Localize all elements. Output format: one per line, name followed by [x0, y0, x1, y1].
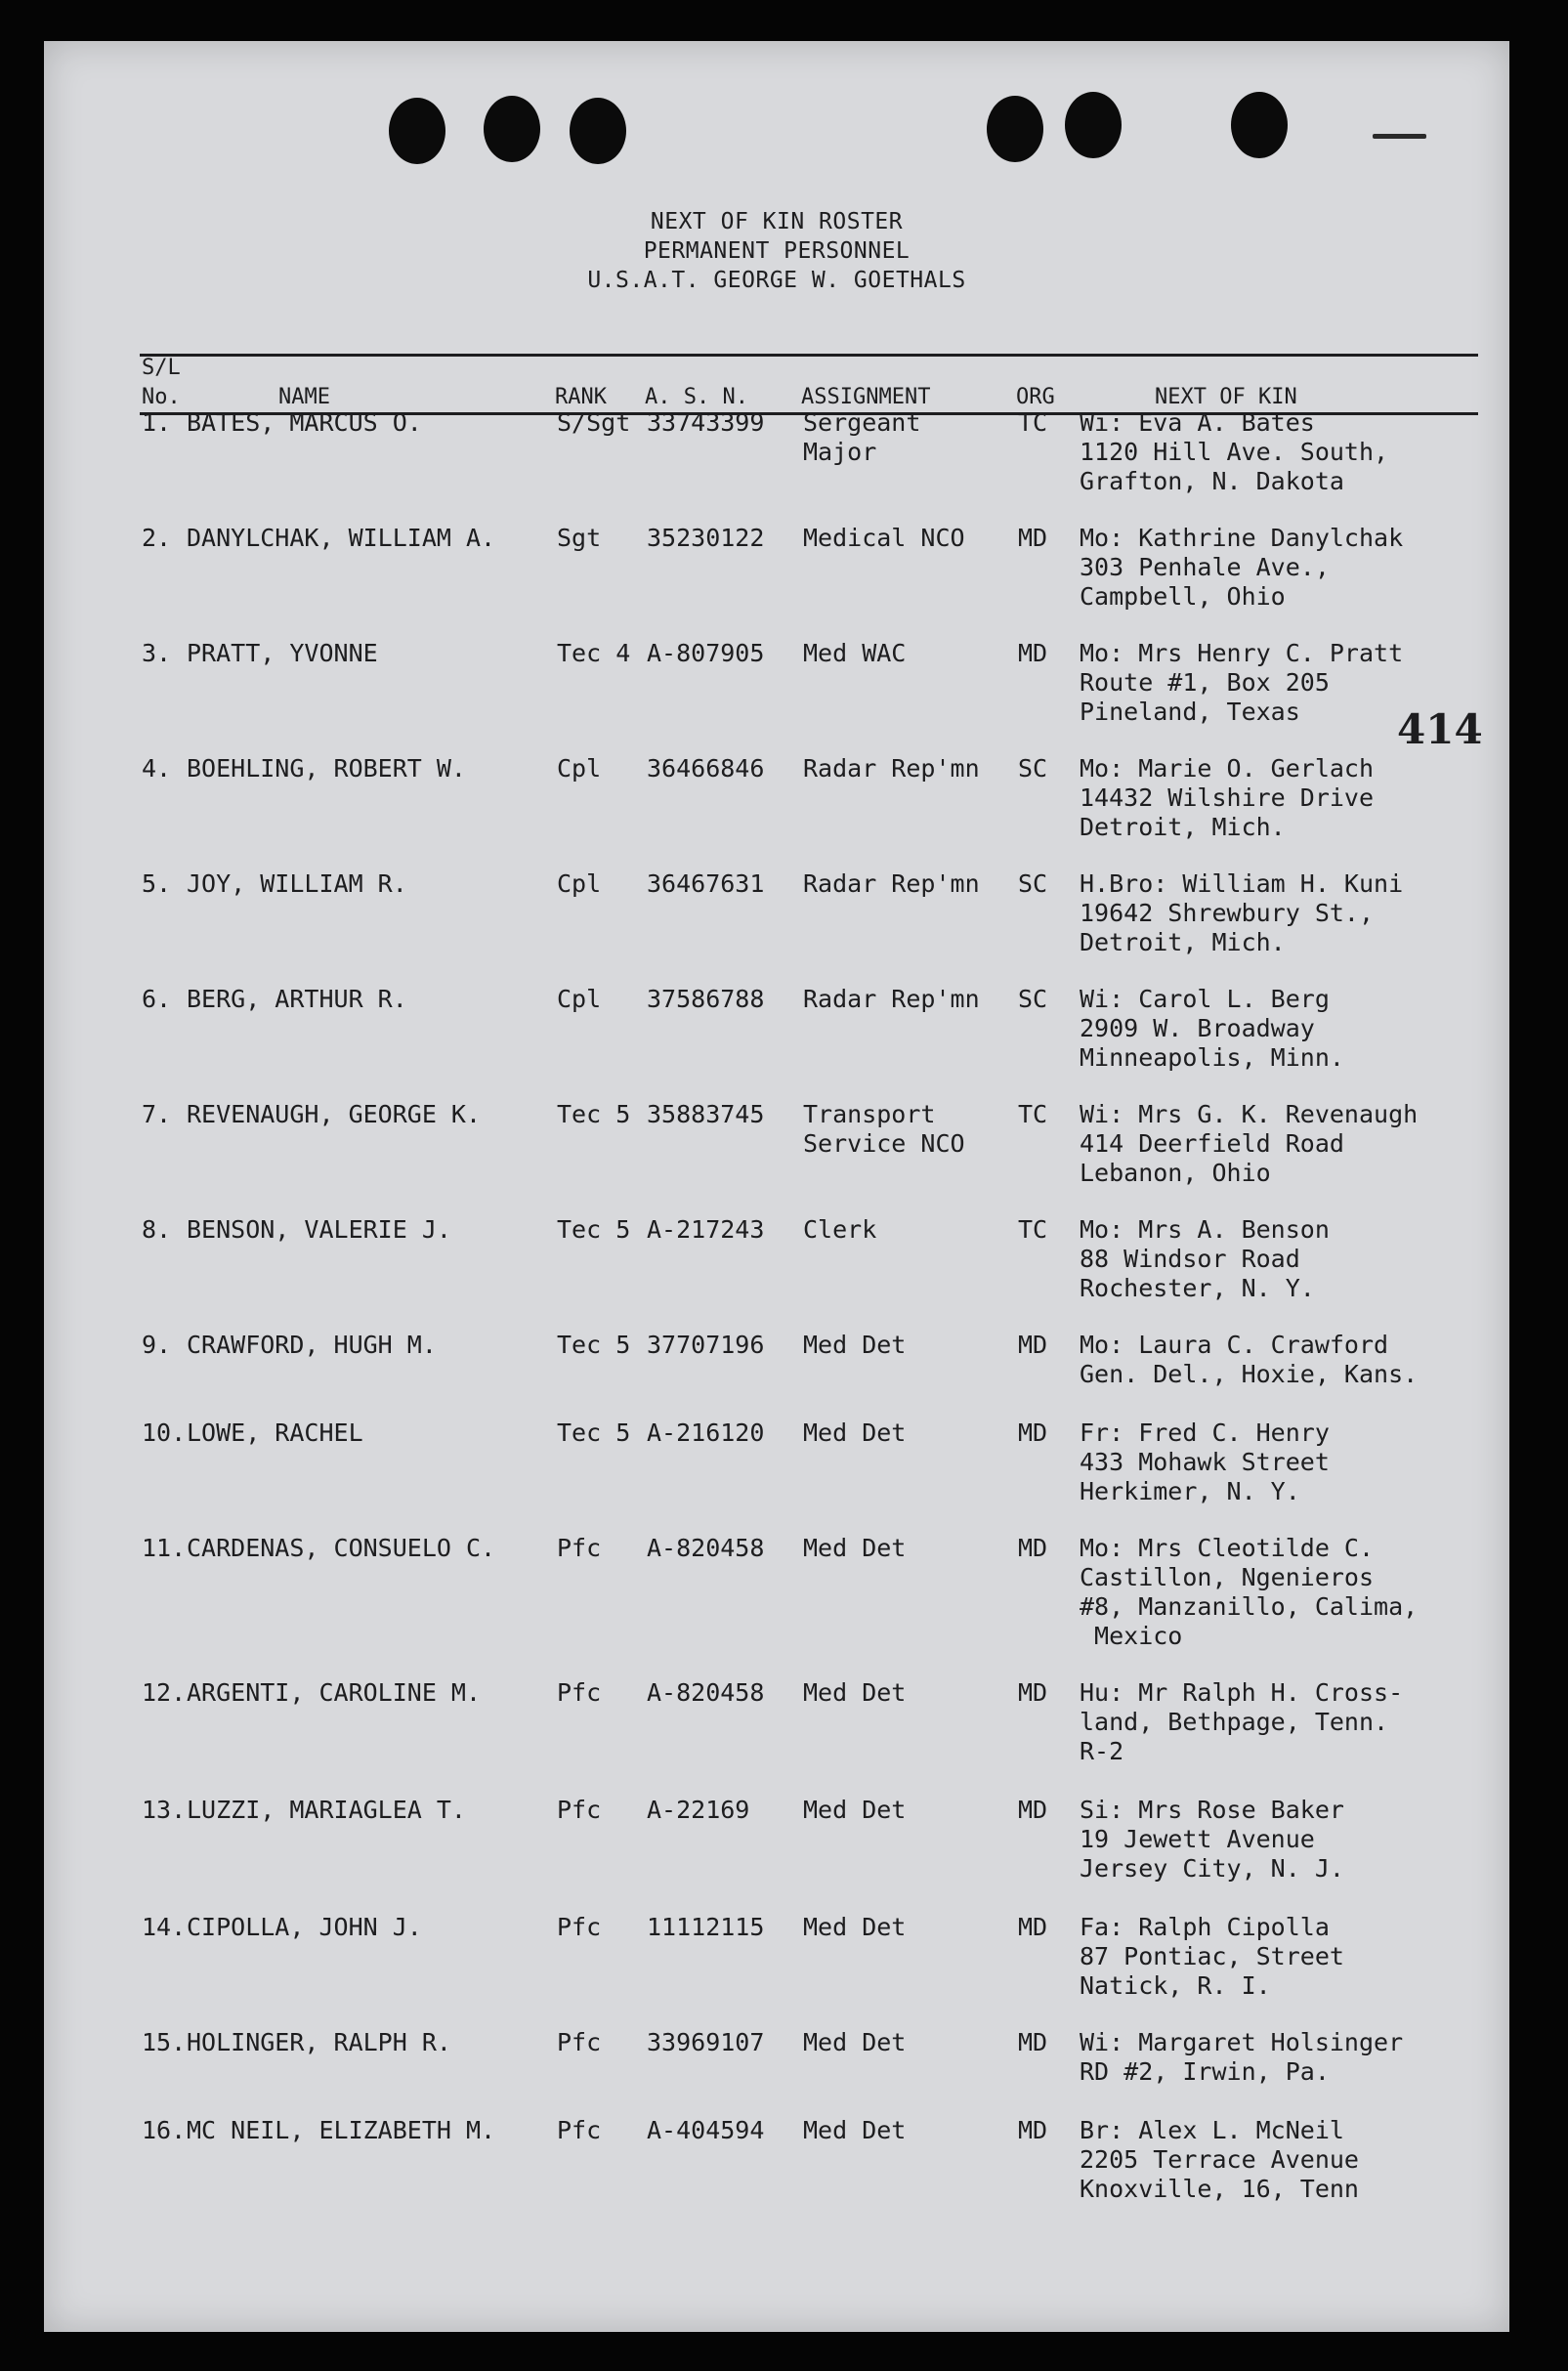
next-of-kin-line: RD #2, Irwin, Pa. — [1080, 2057, 1330, 2086]
title-line-2: PERMANENT PERSONNEL — [643, 238, 911, 264]
next-of-kin-line: Mo: Mrs A. Benson — [1080, 1215, 1330, 1244]
row-asn: 33743399 — [647, 408, 765, 437]
row-asn: 35883745 — [647, 1100, 765, 1128]
row-number: 9. — [142, 1331, 172, 1359]
row-org: SC — [1018, 754, 1048, 783]
row-rank: Pfc — [557, 2116, 602, 2144]
row-number: 7. — [142, 1100, 172, 1128]
row-rank: Tec 5 — [557, 1331, 631, 1359]
row-rank: Cpl — [557, 754, 602, 783]
row-org: TC — [1018, 1100, 1048, 1128]
row-next-of-kin — [1080, 869, 1403, 957]
row-next-of-kin — [1080, 2116, 1359, 2204]
title-line-3: U.S.A.T. GEORGE W. GOETHALS — [587, 268, 966, 293]
row-rank: Tec 5 — [557, 1100, 631, 1128]
next-of-kin-line: Fr: Fred C. Henry — [1080, 1418, 1330, 1447]
row-assignment: Med Det — [803, 1418, 907, 1447]
page-number: 414 — [1397, 705, 1483, 753]
row-assignment: Radar Rep'mn — [803, 985, 980, 1013]
row-asn: 36466846 — [647, 754, 765, 783]
row-asn: A-820458 — [647, 1678, 765, 1707]
next-of-kin-line: Wi: Eva A. Bates — [1080, 408, 1315, 437]
row-name: DANYLCHAK, WILLIAM A. — [187, 524, 496, 552]
row-name: BOEHLING, ROBERT W. — [187, 754, 466, 783]
row-rank: Tec 5 — [557, 1418, 631, 1447]
row-name: BENSON, VALERIE J. — [187, 1215, 451, 1244]
row-next-of-kin — [1080, 1100, 1418, 1188]
row-asn: A-404594 — [647, 2116, 765, 2144]
row-org: TC — [1018, 408, 1048, 437]
next-of-kin-line: Mo: Mrs Henry C. Pratt — [1080, 639, 1404, 667]
row-name: ARGENTI, CAROLINE M. — [187, 1678, 482, 1707]
row-next-of-kin — [1080, 2028, 1403, 2087]
row-org: MD — [1018, 1534, 1048, 1562]
row-name: PRATT, YVONNE — [187, 639, 378, 667]
punch-hole — [484, 96, 540, 162]
row-assignment: Med Det — [803, 2116, 907, 2144]
punch-hole — [1231, 92, 1288, 158]
row-rank: Pfc — [557, 1534, 602, 1562]
punch-hole — [1065, 92, 1122, 158]
row-assignment: Med Det — [803, 1796, 907, 1824]
row-rank: Pfc — [557, 2028, 602, 2056]
row-next-of-kin — [1080, 408, 1388, 496]
row-name: CRAWFORD, HUGH M. — [187, 1331, 437, 1359]
row-asn: 33969107 — [647, 2028, 765, 2056]
row-number: 11. — [142, 1534, 187, 1562]
next-of-kin-line: R-2 — [1080, 1737, 1124, 1765]
row-next-of-kin — [1080, 1913, 1344, 2001]
punch-hole — [389, 98, 445, 164]
col-asn: A. S. N. — [645, 385, 748, 409]
row-org: TC — [1018, 1215, 1048, 1244]
row-assignment: Med Det — [803, 1913, 907, 1941]
row-number: 5. — [142, 869, 172, 898]
row-assignment: Med Det — [803, 2028, 907, 2056]
header-top-rule — [140, 354, 1478, 357]
next-of-kin-line: 414 Deerfield Road — [1080, 1129, 1344, 1158]
row-org: SC — [1018, 869, 1048, 898]
row-next-of-kin — [1080, 1796, 1344, 1884]
row-name: JOY, WILLIAM R. — [187, 869, 407, 898]
row-rank: Pfc — [557, 1796, 602, 1824]
next-of-kin-line: Wi: Carol L. Berg — [1080, 985, 1330, 1013]
col-name: NAME — [278, 385, 330, 409]
row-number: 15. — [142, 2028, 187, 2056]
roster-page — [44, 41, 1509, 2332]
row-org: MD — [1018, 639, 1048, 667]
row-next-of-kin — [1080, 524, 1403, 612]
next-of-kin-line: Mexico — [1080, 1622, 1183, 1650]
row-name: CARDENAS, CONSUELO C. — [187, 1534, 496, 1562]
title-line-1: NEXT OF KIN ROSTER — [650, 209, 904, 234]
next-of-kin-line: Mo: Kathrine Danylchak — [1080, 524, 1404, 552]
row-assignment: Transport Service NCO — [803, 1100, 965, 1158]
row-assignment: Radar Rep'mn — [803, 869, 980, 898]
next-of-kin-line: 1120 Hill Ave. South, — [1080, 438, 1389, 466]
row-number: 16. — [142, 2116, 187, 2144]
row-org: MD — [1018, 2116, 1048, 2144]
row-asn: 36467631 — [647, 869, 765, 898]
next-of-kin-line: Mo: Laura C. Crawford — [1080, 1331, 1389, 1359]
row-assignment: Med Det — [803, 1331, 907, 1359]
row-next-of-kin — [1080, 1215, 1330, 1303]
row-number: 3. — [142, 639, 172, 667]
next-of-kin-line: 303 Penhale Ave., — [1080, 553, 1330, 581]
row-rank: Pfc — [557, 1678, 602, 1707]
next-of-kin-line: 88 Windsor Road — [1080, 1245, 1300, 1273]
next-of-kin-line: Route #1, Box 205 — [1080, 668, 1330, 697]
row-name: BATES, MARCUS O. — [187, 408, 422, 437]
next-of-kin-line: Detroit, Mich. — [1080, 813, 1286, 841]
row-rank: S/Sgt — [557, 408, 631, 437]
row-name: LUZZI, MARIAGLEA T. — [187, 1796, 466, 1824]
row-next-of-kin — [1080, 754, 1374, 842]
next-of-kin-line: Rochester, N. Y. — [1080, 1274, 1315, 1302]
row-number: 14. — [142, 1913, 187, 1941]
next-of-kin-line: Lebanon, Ohio — [1080, 1159, 1271, 1187]
col-sl-bottom: No. — [142, 385, 181, 409]
row-rank: Tec 5 — [557, 1215, 631, 1244]
row-assignment: Med WAC — [803, 639, 907, 667]
row-name: HOLINGER, RALPH R. — [187, 2028, 451, 2056]
col-rank: RANK — [555, 385, 607, 409]
row-org: MD — [1018, 1418, 1048, 1447]
next-of-kin-line: Knoxville, 16, Tenn — [1080, 2175, 1359, 2203]
next-of-kin-line: #8, Manzanillo, Calima, — [1080, 1592, 1419, 1621]
row-assignment: Med Det — [803, 1534, 907, 1562]
col-org: ORG — [1016, 385, 1055, 409]
next-of-kin-line: 433 Mohawk Street — [1080, 1448, 1330, 1476]
row-org: MD — [1018, 1913, 1048, 1941]
next-of-kin-line: 2205 Terrace Avenue — [1080, 2145, 1359, 2174]
col-sl-top: S/L — [142, 356, 181, 380]
next-of-kin-line: Jersey City, N. J. — [1080, 1854, 1344, 1883]
next-of-kin-line: 2909 W. Broadway — [1080, 1014, 1315, 1042]
row-rank: Cpl — [557, 869, 602, 898]
row-asn: A-820458 — [647, 1534, 765, 1562]
row-number: 6. — [142, 985, 172, 1013]
row-name: MC NEIL, ELIZABETH M. — [187, 2116, 496, 2144]
row-asn: A-807905 — [647, 639, 765, 667]
row-next-of-kin — [1080, 985, 1344, 1073]
row-rank: Sgt — [557, 524, 602, 552]
next-of-kin-line: 19642 Shrewbury St., — [1080, 899, 1375, 927]
next-of-kin-line: Herkimer, N. Y. — [1080, 1477, 1300, 1505]
next-of-kin-line: land, Bethpage, Tenn. — [1080, 1708, 1389, 1736]
next-of-kin-line: Campbell, Ohio — [1080, 582, 1286, 611]
col-next-of-kin: NEXT OF KIN — [1155, 385, 1297, 409]
row-name: BERG, ARTHUR R. — [187, 985, 407, 1013]
row-next-of-kin — [1080, 1534, 1418, 1651]
next-of-kin-line: Wi: Mrs G. K. Revenaugh — [1080, 1100, 1419, 1128]
row-asn: A-22169 — [647, 1796, 750, 1824]
next-of-kin-line: 19 Jewett Avenue — [1080, 1825, 1315, 1853]
row-name: LOWE, RACHEL — [187, 1418, 363, 1447]
row-asn: 37586788 — [647, 985, 765, 1013]
next-of-kin-line: Hu: Mr Ralph H. Cross- — [1080, 1678, 1404, 1707]
row-rank: Tec 4 — [557, 639, 631, 667]
next-of-kin-line: 87 Pontiac, Street — [1080, 1942, 1344, 1970]
next-of-kin-line: Mo: Marie O. Gerlach — [1080, 754, 1375, 783]
row-org: MD — [1018, 1678, 1048, 1707]
row-number: 1. — [142, 408, 172, 437]
next-of-kin-line: Pineland, Texas — [1080, 698, 1300, 726]
row-org: MD — [1018, 1331, 1048, 1359]
row-name: CIPOLLA, JOHN J. — [187, 1913, 422, 1941]
next-of-kin-line: Grafton, N. Dakota — [1080, 467, 1344, 495]
stray-mark — [1373, 134, 1426, 139]
row-number: 10. — [142, 1418, 187, 1447]
next-of-kin-line: Gen. Del., Hoxie, Kans. — [1080, 1360, 1419, 1388]
row-next-of-kin — [1080, 1678, 1403, 1766]
row-number: 13. — [142, 1796, 187, 1824]
row-name: REVENAUGH, GEORGE K. — [187, 1100, 482, 1128]
next-of-kin-line: Detroit, Mich. — [1080, 928, 1286, 956]
next-of-kin-line: Fa: Ralph Cipolla — [1080, 1913, 1330, 1941]
next-of-kin-line: H.Bro: William H. Kuni — [1080, 869, 1404, 898]
row-next-of-kin — [1080, 639, 1403, 727]
row-rank: Pfc — [557, 1913, 602, 1941]
next-of-kin-line: Natick, R. I. — [1080, 1971, 1271, 2000]
row-org: MD — [1018, 2028, 1048, 2056]
row-asn: A-216120 — [647, 1418, 765, 1447]
next-of-kin-line: 14432 Wilshire Drive — [1080, 783, 1375, 812]
row-assignment: Clerk — [803, 1215, 877, 1244]
next-of-kin-line: Br: Alex L. McNeil — [1080, 2116, 1344, 2144]
row-number: 2. — [142, 524, 172, 552]
row-assignment: Med Det — [803, 1678, 907, 1707]
next-of-kin-line: Wi: Margaret Holsinger — [1080, 2028, 1404, 2056]
punch-hole — [987, 96, 1043, 162]
row-asn: 37707196 — [647, 1331, 765, 1359]
row-next-of-kin — [1080, 1331, 1418, 1389]
row-org: MD — [1018, 524, 1048, 552]
col-assignment: ASSIGNMENT — [801, 385, 931, 409]
row-assignment: Medical NCO — [803, 524, 965, 552]
row-number: 12. — [142, 1678, 187, 1707]
next-of-kin-line: Si: Mrs Rose Baker — [1080, 1796, 1344, 1824]
next-of-kin-line: Minneapolis, Minn. — [1080, 1043, 1344, 1072]
row-number: 8. — [142, 1215, 172, 1244]
row-asn: A-217243 — [647, 1215, 765, 1244]
next-of-kin-line: Mo: Mrs Cleotilde C. — [1080, 1534, 1375, 1562]
row-number: 4. — [142, 754, 172, 783]
row-asn: 11112115 — [647, 1913, 765, 1941]
row-org: SC — [1018, 985, 1048, 1013]
row-assignment: Sergeant Major — [803, 408, 921, 466]
row-next-of-kin — [1080, 1418, 1330, 1506]
punch-hole — [570, 98, 626, 164]
row-org: MD — [1018, 1796, 1048, 1824]
next-of-kin-line: Castillon, Ngenieros — [1080, 1563, 1375, 1591]
row-rank: Cpl — [557, 985, 602, 1013]
row-asn: 35230122 — [647, 524, 765, 552]
row-assignment: Radar Rep'mn — [803, 754, 980, 783]
